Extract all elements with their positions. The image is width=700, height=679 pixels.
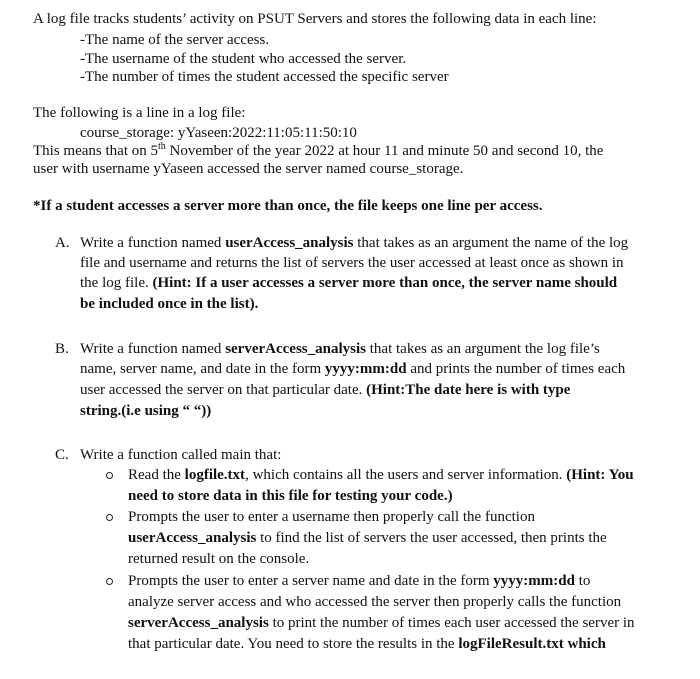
task-c-marker: C. [55, 447, 69, 463]
bullet-circle-icon [106, 514, 113, 521]
task-a-text: the log file. (Hint: If a user accesses a server more than once, the server name should [80, 275, 618, 291]
task-c-bullet-text: returned result on the console. [128, 551, 310, 567]
task-a-text: Write a function named userAccess_analysis that takes as an argument the name of the log [80, 235, 629, 251]
task-c-bullet-text: Prompts the user to enter a server name and date in the form yyyy:mm:dd to [128, 573, 591, 589]
example-log-line: course_storage: yYaseen:2022:11:05:11:50:10 [80, 125, 357, 141]
task-b-text: string.(i.e using “ “)) [80, 403, 212, 419]
task-b-text: user accessed the server on that particular date. (Hint:The date here is with type [80, 382, 571, 398]
task-c-bullet-text: need to store data in this file for testing your code.) [128, 488, 453, 504]
task-c-bullet-text: analyze server access and who accessed the server then properly calls the function [128, 594, 622, 610]
intro-line: A log file tracks students’ activity on PSUT Servers and stores the following data in each line: [33, 11, 597, 27]
task-b-marker: B. [55, 341, 69, 357]
field-item: -The number of times the student accessed the specific server [80, 69, 449, 85]
task-c-bullet-text: that particular date. You need to store the results in the logFileResult.txt which [128, 636, 606, 652]
field-item: -The name of the server access. [80, 32, 270, 48]
task-b-text: Write a function named serverAccess_analysis that takes as an argument the log file’s [80, 341, 600, 357]
field-item: -The username of the student who accessed the server. [80, 51, 407, 67]
bullet-circle-icon [106, 578, 113, 585]
task-a-text: be included once in the list). [80, 296, 259, 312]
task-c-bullet-text: userAccess_analysis to find the list of servers the user accessed, then prints the [128, 530, 607, 546]
task-a-marker: A. [55, 235, 70, 251]
example-heading: The following is a line in a log file: [33, 105, 246, 121]
task-a-text: file and username and returns the list of servers the user accessed at least once as shown in [80, 255, 624, 271]
task-c-bullet-text: Prompts the user to enter a username then properly call the function [128, 509, 535, 525]
bullet-circle-icon [106, 472, 113, 479]
task-c-text: Write a function called main that: [80, 447, 282, 463]
example-explanation: This means that on 5th November of the year 2022 at hour 11 and minute 50 and second 10, the [33, 141, 604, 159]
note-text: *If a student accesses a server more than once, the file keeps one line per access. [33, 198, 543, 214]
task-b-text: name, server name, and date in the form yyyy:mm:dd and prints the number of times each [80, 361, 626, 377]
example-explanation: user with username yYaseen accessed the server named course_storage. [33, 161, 464, 177]
task-c-bullet-text: Read the logfile.txt, which contains all the users and server information. (Hint: You [128, 467, 634, 483]
task-c-bullet-text: serverAccess_analysis to print the number of times each user accessed the server in [128, 615, 635, 631]
